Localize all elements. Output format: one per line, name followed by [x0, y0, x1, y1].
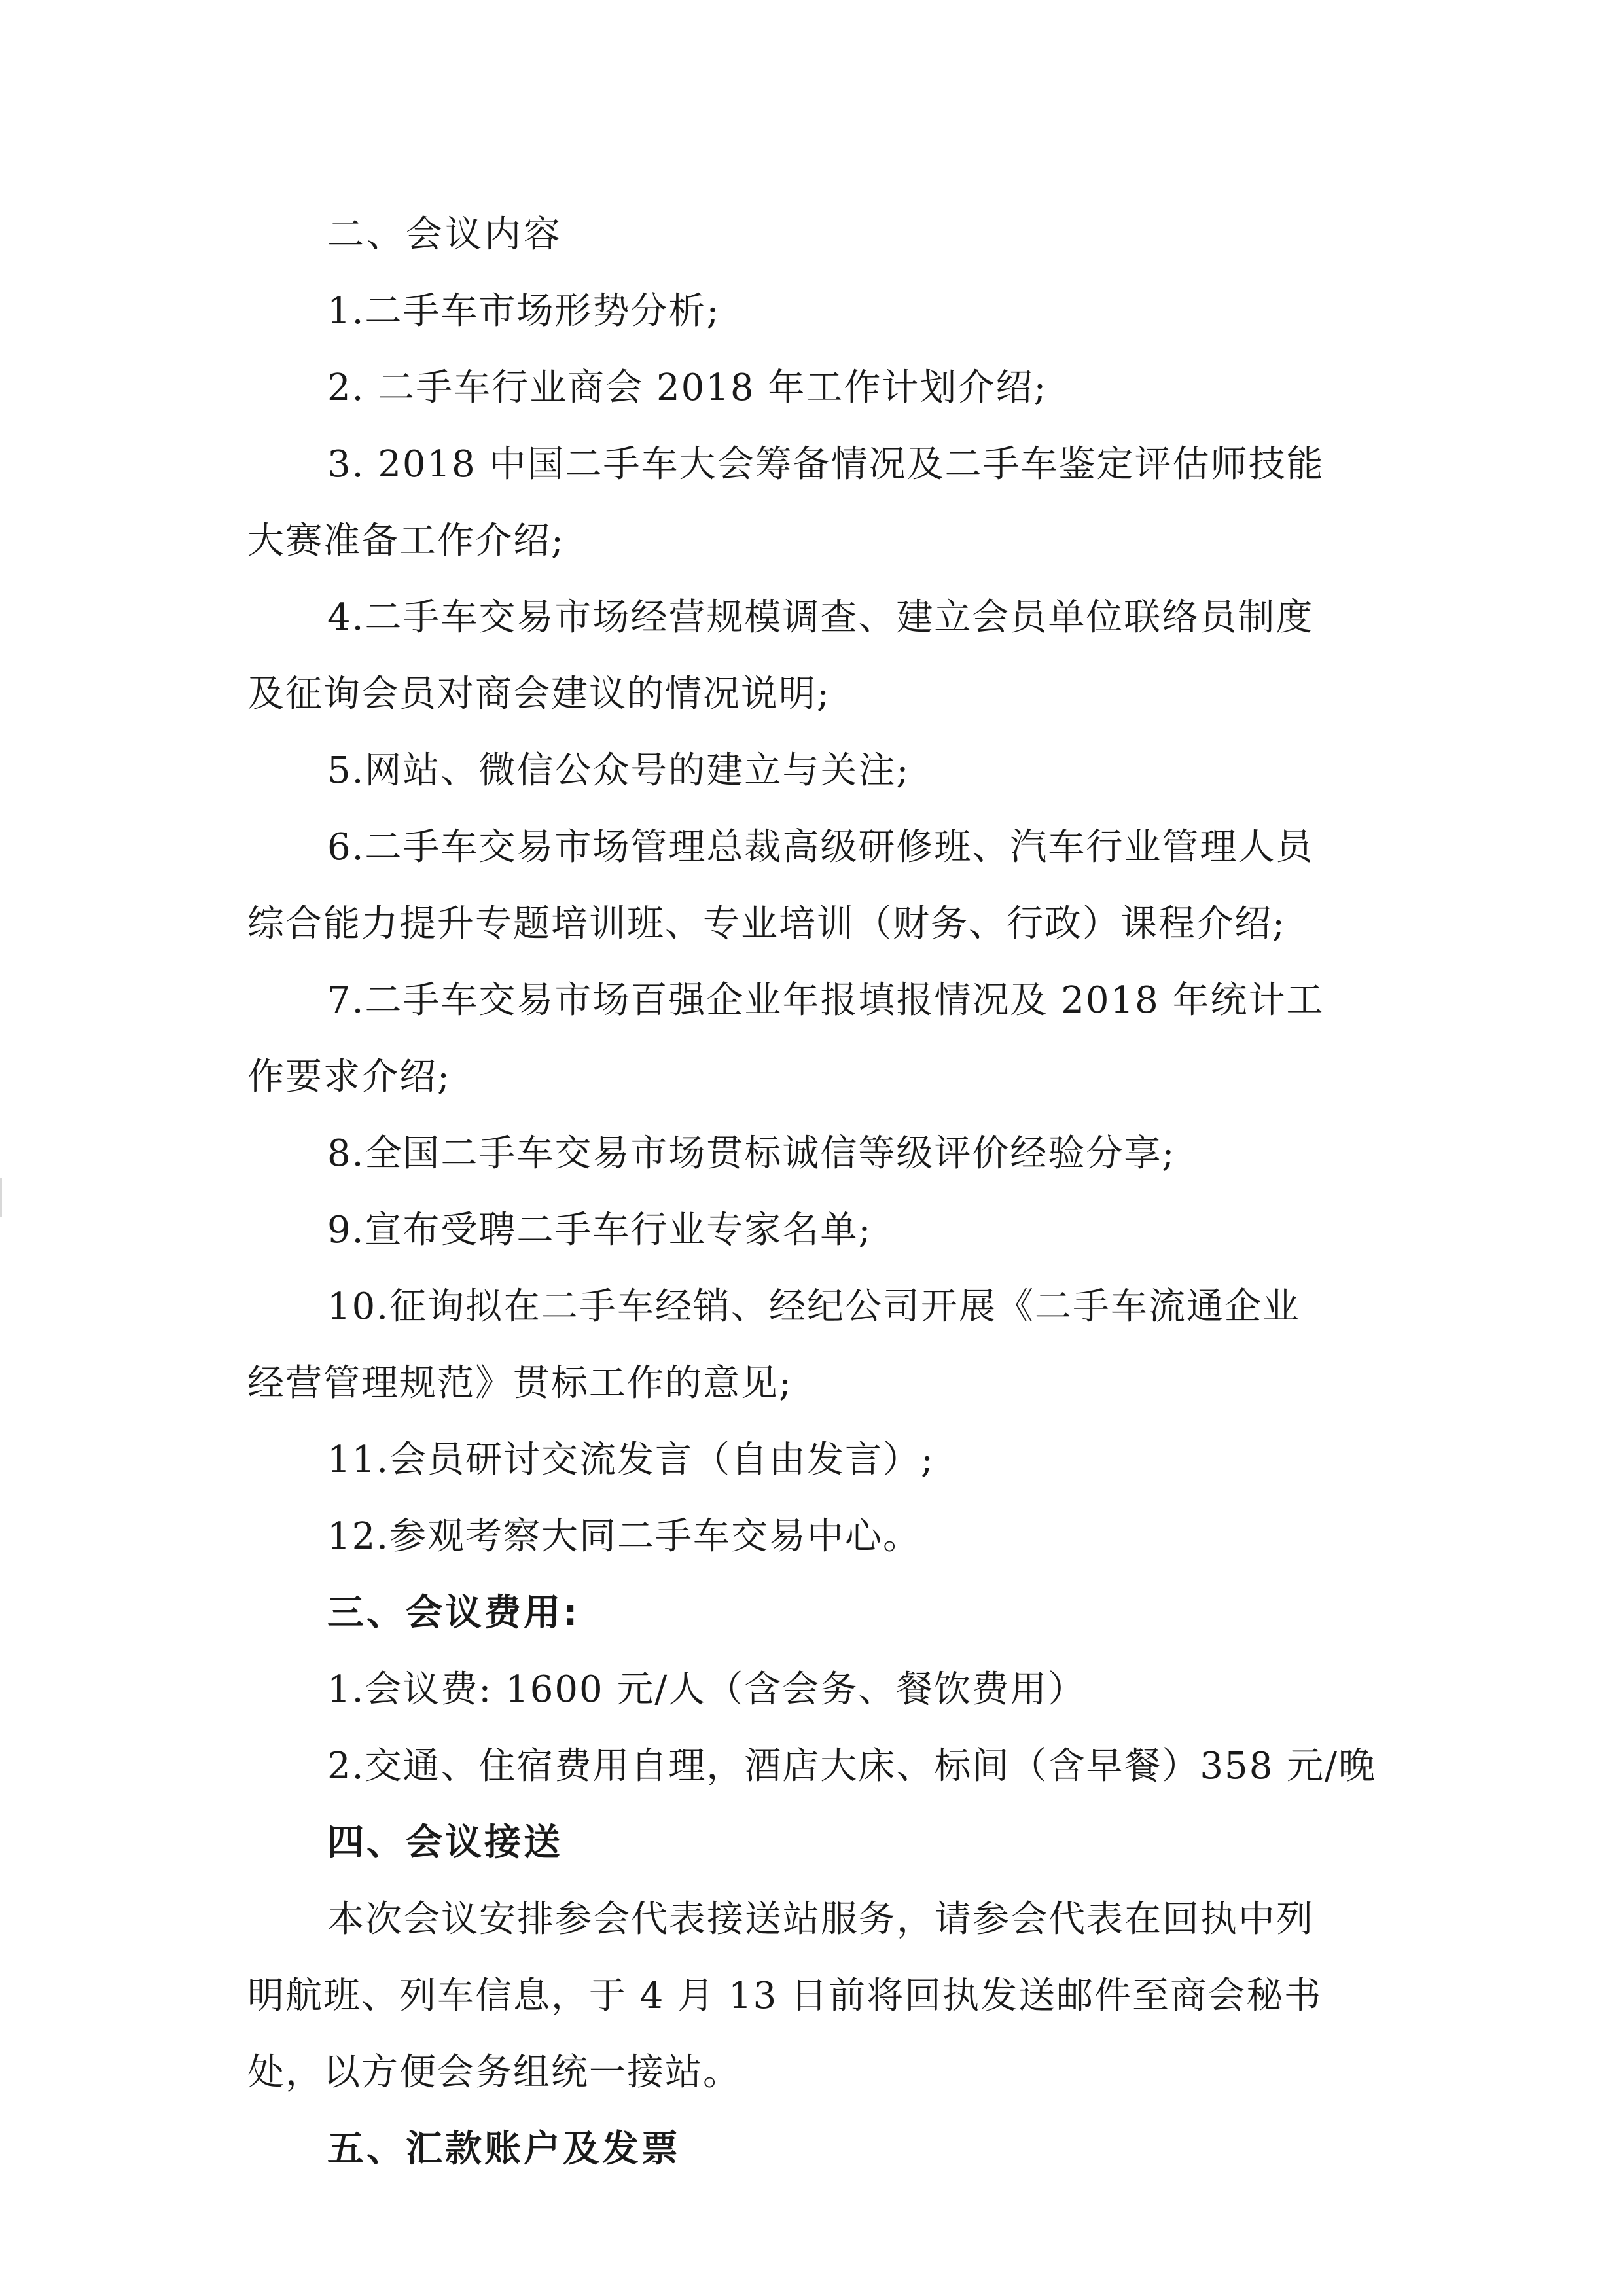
- agenda-item-12: 12.参观考察大同二手车交易中心。: [327, 1515, 921, 1558]
- agenda-item-7-line-1: 7.二手车交易市场百强企业年报填报情况及 2018 年统计工: [327, 979, 1325, 1022]
- agenda-item-8: 8.全国二手车交易市场贯标诚信等级评价经验分享;: [327, 1132, 1176, 1175]
- agenda-item-5: 5.网站、微信公众号的建立与关注;: [327, 749, 910, 792]
- section-heading-remittance-invoice: 五、汇款账户及发票: [327, 2128, 681, 2170]
- agenda-item-2: 2. 二手车行业商会 2018 年工作计划介绍;: [327, 367, 1048, 409]
- agenda-item-6-line-2: 综合能力提升专题培训班、专业培训（财务、行政）课程介绍;: [247, 903, 1286, 945]
- agenda-item-9: 9.宣布受聘二手车行业专家名单;: [327, 1209, 872, 1251]
- agenda-item-4-line-1: 4.二手车交易市场经营规模调查、建立会员单位联络员制度: [327, 596, 1314, 639]
- agenda-item-3-line-2: 大赛准备工作介绍;: [247, 520, 565, 562]
- agenda-item-4-line-2: 及征询会员对商会建议的情况说明;: [247, 673, 830, 715]
- agenda-item-7-line-2: 作要求介绍;: [247, 1056, 451, 1098]
- agenda-item-10-line-2: 经营管理规范》贯标工作的意见;: [247, 1362, 793, 1405]
- transfer-paragraph-line-2: 明航班、列车信息，于 4 月 13 日前将回执发送邮件至商会秘书: [247, 1975, 1323, 2017]
- section-heading-meeting-transfer: 四、会议接送: [327, 1821, 563, 1864]
- agenda-item-10-line-1: 10.征询拟在二手车经销、经纪公司开展《二手车流通企业: [327, 1285, 1301, 1328]
- fee-item-2: 2.交通、住宿费用自理，酒店大床、标间（含早餐）358 元/晚: [327, 1745, 1376, 1787]
- agenda-item-1: 1.二手车市场形势分析;: [327, 290, 721, 332]
- agenda-item-11: 11.会员研讨交流发言（自由发言）;: [327, 1439, 935, 1481]
- section-heading-meeting-content: 二、会议内容: [327, 213, 563, 256]
- agenda-item-3-line-1: 3. 2018 中国二手车大会筹备情况及二手车鉴定评估师技能: [327, 443, 1325, 486]
- document-body: [247, 196, 1425, 2187]
- transfer-paragraph-line-1: 本次会议安排参会代表接送站服务，请参会代表在回执中列: [327, 1898, 1314, 1941]
- section-heading-meeting-fees: 三、会议费用:: [327, 1592, 580, 1634]
- transfer-paragraph-line-3: 处，以方便会务组统一接站。: [247, 2051, 741, 2094]
- fee-item-1: 1.会议费: 1600 元/人（含会务、餐饮费用）: [327, 1668, 1086, 1711]
- scan-margin-mark: [0, 1178, 2, 1217]
- agenda-item-6-line-1: 6.二手车交易市场管理总裁高级研修班、汽车行业管理人员: [327, 826, 1314, 869]
